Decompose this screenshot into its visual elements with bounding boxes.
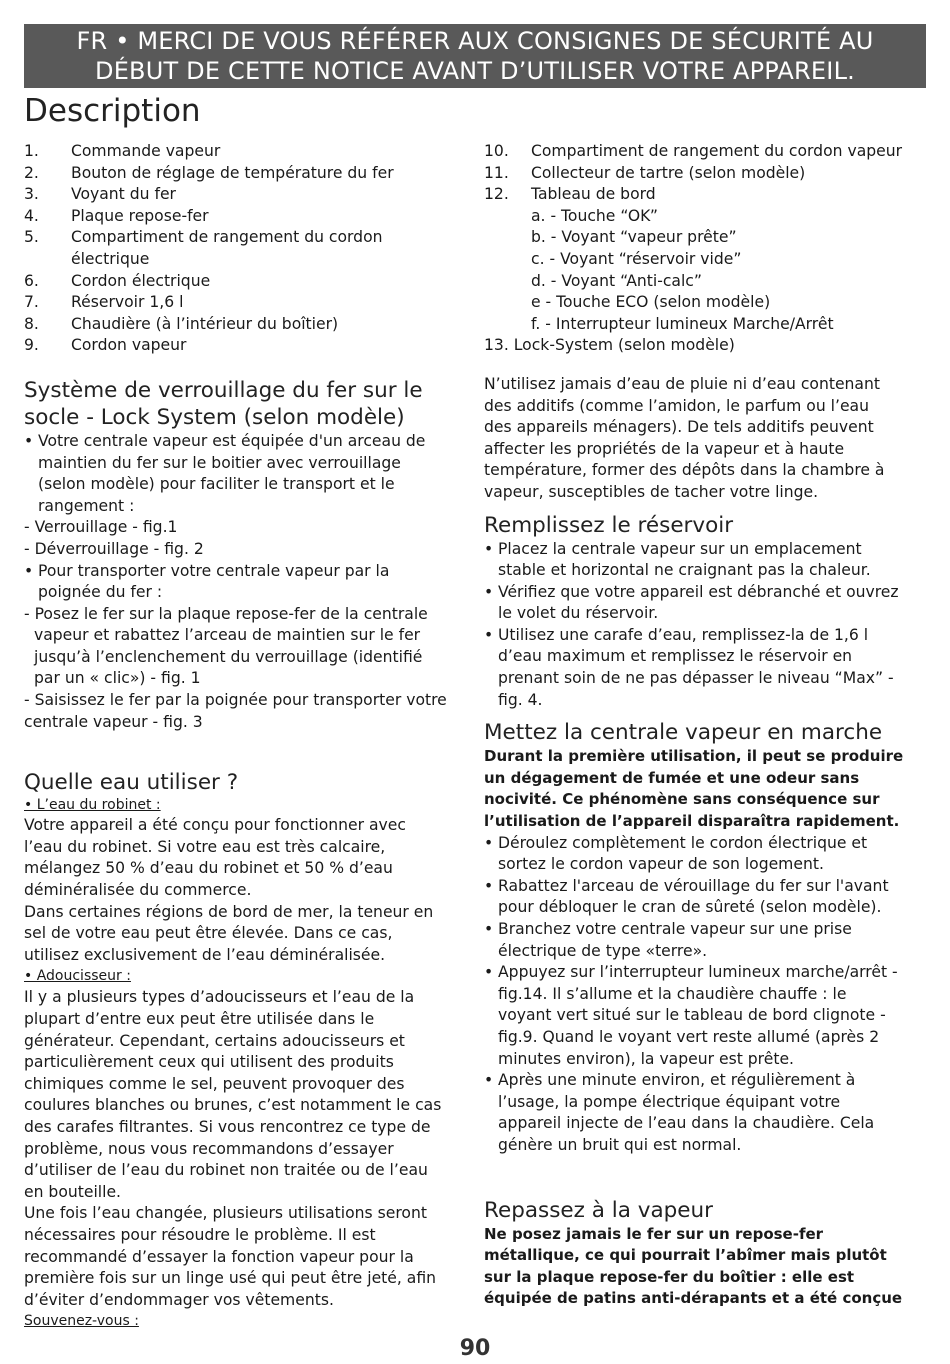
dashboard-item: a. - Touche “OK” <box>531 206 658 225</box>
dashboard-item: c. - Voyant “réservoir vide” <box>531 249 742 268</box>
dashboard-item: e - Touche ECO (selon modèle) <box>531 293 771 312</box>
tap-water-label: • L’eau du robinet : <box>24 797 161 814</box>
first-use-warning: Durant la première utilisation, il peut se produire un dégagement de fumée et une odeur sans nocivité. Ce phénomène sans conséquence sur l’utilisation de l’appareil disparaîtra rapidement. <box>484 747 904 831</box>
list-item: 13. Lock-System (selon modèle) <box>484 336 735 355</box>
lock-dash-4: - Saisissez le fer par la poignée pour transporter votre centrale vapeur - fig. 3 <box>24 691 447 731</box>
fill-bullet-3: • Utilisez une carafe d’eau, remplissez-la de 1,6 l d’eau maximum et remplissez le réservoir en prenant soin de ne pas dépasser le niveau “Max” - fig. 4. <box>484 625 894 709</box>
water-heading: Quelle eau utiliser ? <box>24 770 239 796</box>
list-item: 5. Compartiment de rangement du cordon <box>24 228 383 247</box>
list-item: 11. Collecteur de tartre (selon modèle) <box>484 163 806 182</box>
list-item: 7. Réservoir 1,6 l <box>24 293 184 312</box>
ironing-heading: Repassez à la vapeur <box>484 1197 714 1223</box>
list-item: 9. Cordon vapeur <box>24 336 187 355</box>
list-item: 8. Chaudière (à l’intérieur du boîtier) <box>24 314 339 333</box>
list-item: 6. Cordon électrique <box>24 271 211 290</box>
list-item: 4. Plaque repose-fer <box>24 206 209 225</box>
banner-line-2: DÉBUT DE CETTE NOTICE AVANT D’UTILISER VOTRE APPAREIL. <box>95 57 855 85</box>
lock-dash-2: - Déverrouillage - fig. 2 <box>24 539 204 558</box>
banner-line-1: FR • MERCI DE VOUS RÉFÉRER AUX CONSIGNES DE SÉCURITÉ AU <box>76 27 874 55</box>
ironing-warning: Ne posez jamais le fer sur un repose-fer métallique, ce qui pourrait l’abîmer mais plutôt sur la plaque repose-fer du boîtier : elle est équipée de patins anti-dérapants et a été conçue <box>484 1224 903 1308</box>
start-bullet-4: • Appuyez sur l’interrupteur lumineux marche/arrêt - fig.14. Il s’allume et la chaudière chauffe : le voyant vert situé sur le tableau de bord clignote - fig.9. Quand le voyant vert reste allumé (après 2 minutes environ), la vapeur est prête. <box>484 963 898 1068</box>
list-item-continuation: électrique <box>71 249 150 268</box>
start-heading: Mettez la centrale vapeur en marche <box>484 720 883 746</box>
tap-water-text: Votre appareil a été conçu pour fonctionner avec l’eau du robinet. Si votre eau est très calcaire, mélangez 50 % d’eau du robinet et 50 % d’eau déminéralisée du commerce. Dans certaines régions de bord de mer, la teneur en sel de votre eau peut être élevée. Dans ce cas, utilisez exclusivement de l’eau déminéralisée. <box>24 816 434 964</box>
dashboard-item: d. - Voyant “Anti-calc” <box>531 271 702 290</box>
right-column <box>484 141 932 1310</box>
page-title: Description <box>24 93 201 129</box>
rain-water-warning: N’utilisez jamais d’eau de pluie ni d’eau contenant des additifs (comme l’amidon, le parfum ou l’eau des appareils ménagers). De tels additifs peuvent affecter les propriétés de la vapeur et à haute température, former des dépôts dans la chambre à vapeur, susceptibles de tacher votre linge. <box>484 374 885 501</box>
list-item: 1. Commande vapeur <box>24 142 221 160</box>
fill-bullet-2: • Vérifiez que votre appareil est débranché et ouvrez le volet du réservoir. <box>484 582 899 623</box>
dashboard-item: b. - Voyant “vapeur prête” <box>531 228 737 247</box>
fill-heading: Remplissez le réservoir <box>484 512 734 538</box>
left-column <box>24 141 472 1331</box>
softener-label: • Adoucisseur : <box>24 968 131 985</box>
list-item: 3. Voyant du fer <box>24 185 176 204</box>
start-bullet-2: • Rabattez l'arceau de vérouillage du fer sur l'avant pour débloquer le cran de sûreté (selon modèle). <box>484 876 889 917</box>
lock-bullet-2: • Pour transporter votre centrale vapeur par la poignée du fer : <box>24 561 390 602</box>
lock-dash-3: - Posez le fer sur la plaque repose-fer de la centrale vapeur et rabattez l’arceau de maintien sur le fer jusqu’à l’enclenchement du verrouillage (identifié par un « clic») - fig. 1 <box>24 604 428 688</box>
start-bullet-3: • Branchez votre centrale vapeur sur une prise électrique de type «terre». <box>484 920 852 960</box>
fill-bullet-1: • Placez la centrale vapeur sur un emplacement stable et horizontal ne craignant pas la chaleur. <box>484 539 871 580</box>
safety-banner <box>24 24 926 88</box>
lock-heading-line-1: Système de verrouillage du fer sur le <box>24 377 423 403</box>
dashboard-item: f. - Interrupteur lumineux Marche/Arrêt <box>531 314 834 333</box>
start-bullet-5: • Après une minute environ, et régulièrement à l’usage, la pompe électrique équipant votre appareil injecte de l’eau dans la chaudière. Cela génère un bruit qui est normal. <box>484 1071 875 1154</box>
lock-bullet-1: • Votre centrale vapeur est équipée d'un arceau de maintien du fer sur le boitier avec verrouillage (selon modèle) pour faciliter le transport et le rangement : <box>24 431 426 515</box>
parts-list-right <box>484 141 932 357</box>
start-bullet-1: • Déroulez complètement le cordon électrique et sortez le cordon vapeur de son logement. <box>484 833 868 874</box>
list-item: 10. Compartiment de rangement du cordon vapeur <box>484 142 903 160</box>
lock-heading-line-2: socle - Lock System (selon modèle) <box>24 404 405 430</box>
page-number: 90 <box>459 1336 491 1361</box>
list-item: 12. Tableau de bord <box>484 185 656 204</box>
softener-text: Il y a plusieurs types d’adoucisseurs et l’eau de la plupart d’entre eux peut être utilisée dans le générateur. Cependant, certains adoucisseurs et particulièrement ceux qui utilisent des produits chimiques comme le sel, peuvent provoquer des coulures blanches ou brunes, c’est notamment le cas des carafes filtrantes. Si vous rencontrez ce type de problème, nous vous recommandons d’essayer d’utiliser de l’eau du robinet non traitée ou de l’eau en bouteille. Une fois l’eau changée, plusieurs utilisations seront nécessaires pour résoudre le problème. Il est recommandé d’essayer la fonction vapeur pour la première fois sur un linge usé qui peut être jeté, afin d’éviter d’endommager vos vêtements. <box>24 988 442 1309</box>
parts-list-left <box>24 141 472 357</box>
list-item: 2. Bouton de réglage de température du fer <box>24 163 394 182</box>
lock-dash-1: - Verrouillage - fig.1 <box>24 518 178 537</box>
remember-label: Souvenez-vous : <box>24 1313 139 1330</box>
